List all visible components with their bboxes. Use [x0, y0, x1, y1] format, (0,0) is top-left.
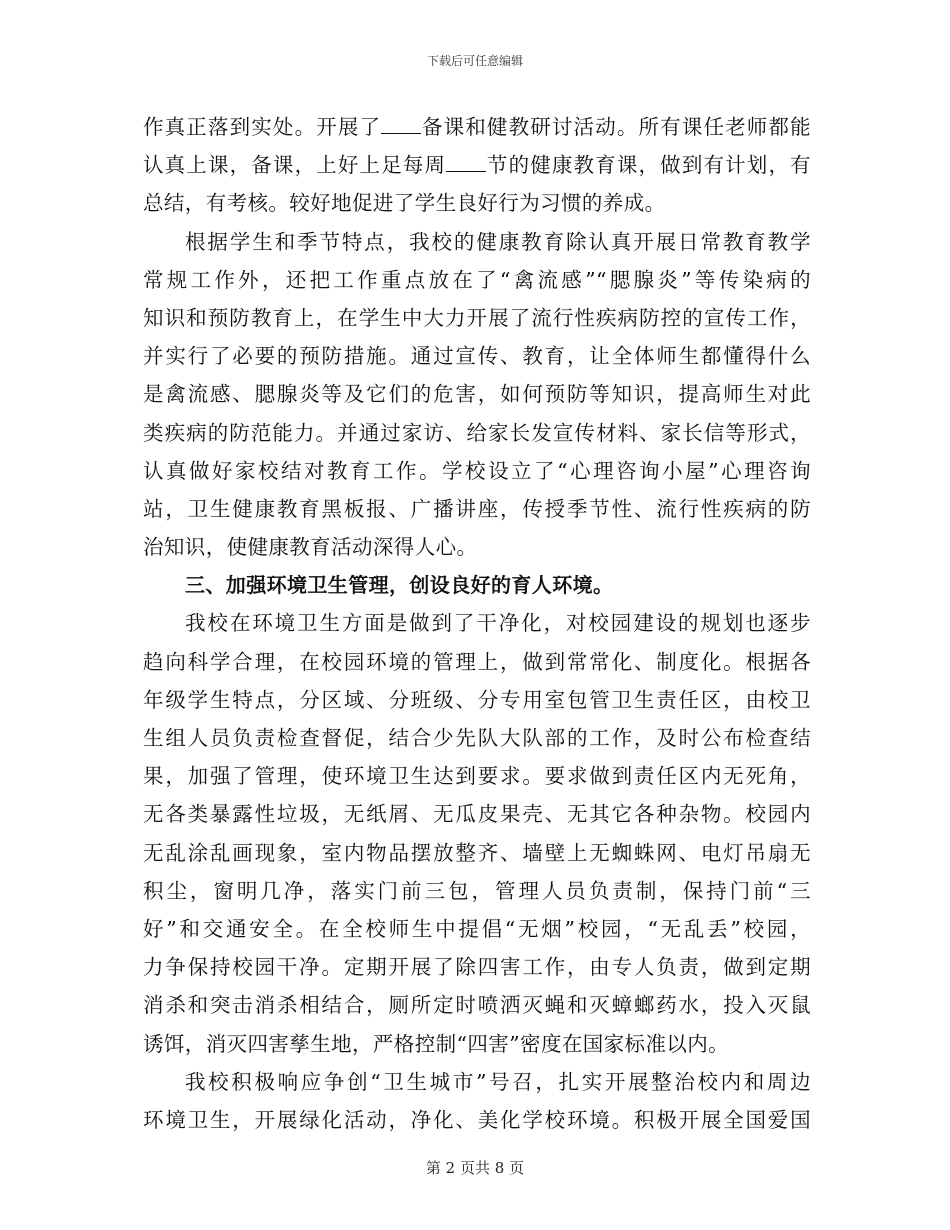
text-line: 治知识，使健康教育活动深得人心。: [143, 535, 478, 560]
page-footer: 第 2 页共 8 页: [425, 1159, 525, 1177]
text-line: 趋向科学合理，在校园环境的管理上，做到常常化、制度化。根据各: [143, 649, 811, 674]
text-line: 我校积极响应争创“卫生城市”号召，扎实开展整治校内和周边: [185, 1069, 811, 1094]
text-line: 年级学生特点，分区域、分班级、分专用室包管卫生责任区，由校卫: [143, 687, 811, 712]
text-line: 并实行了必要的预防措施。通过宣传、教育，让全体师生都懂得什么: [143, 344, 811, 369]
text-line: 果，加强了管理，使环境卫生达到要求。要求做到责任区内无死角，: [143, 764, 811, 789]
text-line: 是禽流感、腮腺炎等及它们的危害，如何预防等知识，提高师生对此: [143, 382, 811, 407]
paragraph: [143, 223, 811, 567]
text-line: 作真正落到实处。开展了 备课和健教研讨活动。所有课任老师都能: [143, 115, 811, 139]
text-line: 常规工作外，还把工作重点放在了“禽流感”“腮腺炎”等传染病的: [143, 267, 811, 292]
text-line: 我校在环境卫生方面是做到了干净化，对校园建设的规划也逐步: [185, 611, 811, 636]
text-line: 知识和预防教育上，在学生中大力开展了流行性疾病防控的宣传工作，: [143, 305, 811, 330]
paragraph: [143, 1063, 811, 1139]
text-line: 根据学生和季节特点，我校的健康教育除认真开展日常教育教学: [185, 229, 811, 254]
text-line: 诱饵，消灭四害孳生地，严格控制“四害”密度在国家标准以内。: [143, 1031, 730, 1056]
text-line: 认真上课，备课，上好上足每周 节的健康教育课，做到有计划，有: [143, 153, 811, 178]
text-line: 总结，有考核。较好地促进了学生良好行为习惯的养成。: [143, 191, 666, 216]
section-heading: 三、加强环境卫生管理，创设良好的育人环境。: [185, 573, 614, 598]
text-line: 生组人员负责检查督促，结合少先队大队部的工作，及时公布检查结: [143, 726, 811, 750]
document-body: [143, 108, 811, 1139]
paragraph: [143, 108, 811, 223]
fill-blank: [446, 153, 486, 172]
text-line: 站，卫生健康教育黑板报、广播讲座，传授季节性、流行性疾病的防: [143, 496, 811, 521]
paragraph: [143, 604, 811, 1062]
text-line: 无乱涂乱画现象，室内物品摆放整齐、墙壁上无蜘蛛网、电灯吊扇无: [143, 840, 811, 865]
text-line: 消杀和突击消杀相结合，厕所定时喷洒灭蝇和灭蟑螂药水，投入灭鼠: [143, 993, 811, 1018]
text-line: 好”和交通安全。在全校师生中提倡“无烟”校园，“无乱丢”校园，: [143, 916, 811, 941]
text-line: 无各类暴露性垃圾，无纸屑、无瓜皮果壳、无其它各种杂物。校园内: [143, 802, 811, 827]
text-line: 认真做好家校结对教育工作。学校设立了“心理咨询小屋”心理咨询: [143, 458, 811, 483]
text-line: 类疾病的防范能力。并通过家访、给家长发宣传材料、家长信等形式，: [143, 420, 811, 445]
text-line: 力争保持校园干净。定期开展了除四害工作，由专人负责，做到定期: [143, 955, 811, 980]
text-line: 积尘，窗明几净，落实门前三包，管理人员负责制，保持门前“三: [143, 878, 811, 903]
fill-blank: [381, 115, 421, 134]
text-line: 环境卫生，开展绿化活动，净化、美化学校环境。积极开展全国爱国: [143, 1107, 811, 1132]
page-header: 下载后可任意编辑: [426, 54, 523, 68]
